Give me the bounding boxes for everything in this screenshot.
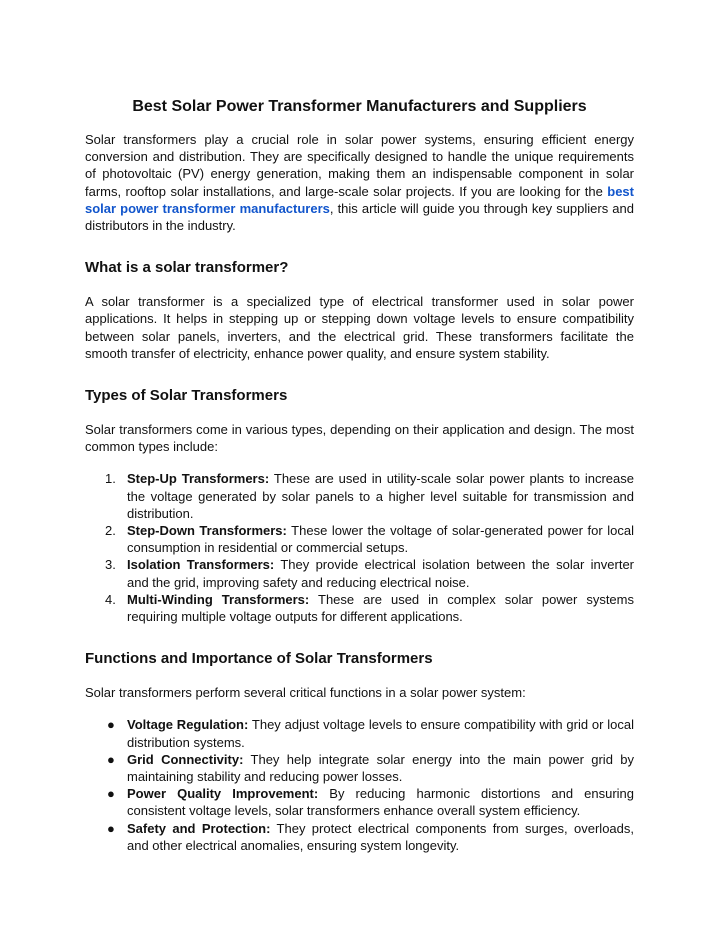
list-item: [85, 820, 634, 854]
document-page: [85, 96, 634, 854]
intro-text-after: , this article will guide you through key suppliers and distributors in the industry.: [85, 200, 634, 234]
list-number: 2.: [105, 523, 116, 539]
bullet-icon: ●: [107, 786, 115, 802]
bullet-icon: ●: [107, 717, 115, 733]
list-item-text: They adjust voltage levels to ensure compatibility with grid or local distribution systems.: [127, 717, 634, 750]
intro-text-before: Solar transformers play a crucial role in solar power systems, ensuring efficient energy conversion and distribution. They are specifically designed to handle the unique requirements of photovoltaic (PV) energy generation, making them an indispensable component in solar farms, rooftop solar installations, and large-scale solar projects. If you are looking for the: [85, 132, 634, 199]
section-heading-types: Types of Solar Transformers: [85, 387, 288, 405]
page-title: Best Solar Power Transformer Manufacturers and Suppliers: [132, 98, 587, 115]
list-item-text: They provide electrical isolation between the solar inverter and the grid, improving safety and reducing electrical noise.: [127, 557, 635, 590]
types-list: [85, 470, 634, 625]
list-item-term: Isolation Transformers:: [127, 557, 275, 573]
bullet-icon: ●: [107, 751, 115, 767]
list-item-text: These lower the voltage of solar-generated power for local consumption in residential or commercial setups.: [127, 523, 634, 556]
section-heading-functions: Functions and Importance of Solar Transformers: [85, 650, 433, 668]
list-item: [85, 522, 634, 556]
list-number: 1.: [105, 471, 116, 487]
list-item-text: These are used in complex solar power systems requiring multiple voltage outputs for different applications.: [127, 591, 634, 625]
list-item-term: Grid Connectivity:: [127, 751, 244, 767]
list-item: [85, 470, 634, 522]
list-item-text: They protect electrical components from surges, overloads, and other electrical anomalies, ensuring system longevity.: [127, 820, 634, 853]
list-item-term: Voltage Regulation:: [127, 717, 249, 733]
list-item-term: Safety and Protection:: [127, 820, 271, 836]
list-item-term: Multi-Winding Transformers:: [127, 591, 310, 607]
list-item-term: Step-Down Transformers:: [127, 523, 287, 539]
section-what-is-body: A solar transformer is a specialized type of electrical transformer used in solar power applications. It helps in stepping up or stepping down voltage levels to ensure compatibility between solar panels, inverters, and the electrical grid. These transformers facilitate the smooth transfer of electricity, enhance power quality, and ensure system stability.: [85, 294, 634, 361]
section-functions-intro: Solar transformers perform several critical functions in a solar power system:: [85, 685, 526, 701]
bullet-icon: ●: [107, 820, 115, 836]
list-item-text: These are used in utility-scale solar power plants to increase the voltage generated by solar panels to a higher level suitable for transmission and distribution.: [127, 471, 634, 521]
list-item-text: By reducing harmonic distortions and ensuring consistent voltage levels, solar transformers enhance overall system efficiency.: [127, 786, 634, 819]
list-item: [85, 716, 634, 750]
functions-list: [85, 716, 634, 854]
list-item: [85, 591, 634, 625]
list-item: [85, 785, 634, 819]
manufacturers-link[interactable]: best solar power transformer manufacturers: [85, 183, 634, 216]
list-item: [85, 751, 634, 785]
list-item-term: Step-Up Transformers:: [127, 471, 270, 487]
list-number: 3.: [105, 557, 116, 573]
section-types-intro: Solar transformers come in various types, depending on their application and design. The most common types include:: [85, 422, 634, 455]
list-item-term: Power Quality Improvement:: [127, 786, 319, 802]
list-number: 4.: [105, 591, 116, 607]
intro-paragraph: [85, 131, 634, 234]
list-item: [85, 556, 634, 590]
section-heading-what-is: What is a solar transformer?: [85, 259, 289, 277]
list-item-text: They help integrate solar energy into the main power grid by maintaining stability and reducing power losses.: [127, 751, 635, 785]
